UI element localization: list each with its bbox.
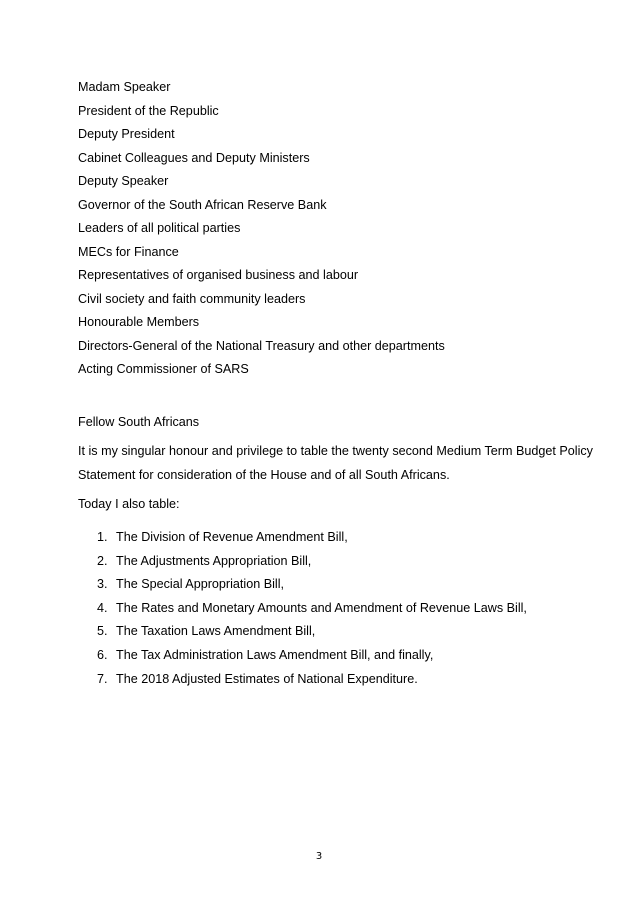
intro-paragraph: It is my singular honour and privilege to table the twenty second Medium Term Budget Policy Statement for consideration of the House and of all South Africans. [78,444,593,482]
speech-body [78,410,598,694]
list-item-number: 3. [97,577,108,592]
list-item-text: The Tax Administration Laws Amendment Bill, and finally, [116,647,434,662]
salutation-line: Madam Speaker [78,80,171,94]
list-item-text: The Special Appropriation Bill, [116,577,285,592]
bills-list [78,529,598,694]
salutation-line: Honourable Members [78,315,200,329]
list-item-number: 6. [97,647,108,662]
list-item-number: 7. [97,671,108,686]
list-item-number: 2. [97,553,108,568]
salutations-list [78,79,598,385]
salutation-line: Representatives of organised business and labour [78,268,359,282]
salutation-line: MECs for Finance [78,244,179,259]
salutation-line: Civil society and faith community leaders [78,291,306,306]
list-item-number: 4. [97,600,108,615]
page-number: 3 [315,851,323,862]
table-intro-paragraph: Today I also table: [78,497,180,511]
list-item-number: 1. [97,530,108,544]
list-item [78,529,598,553]
salutation-line: Deputy President [78,127,175,141]
salutation-line: President of the Republic [78,103,219,118]
greeting-paragraph: Fellow South Africans [78,415,200,429]
list-item [78,600,598,624]
list-item [78,576,598,600]
list-item-number: 5. [97,624,108,639]
list-item-text: The Taxation Laws Amendment Bill, [116,624,316,639]
salutation-line: Cabinet Colleagues and Deputy Ministers [78,150,310,165]
salutation-line: Leaders of all political parties [78,221,241,235]
salutation-line: Acting Commissioner of SARS [78,362,249,376]
salutation-line: Directors-General of the National Treasury and other departments [78,338,445,353]
list-item-text: The 2018 Adjusted Estimates of National Expenditure. [116,671,418,686]
list-item [78,623,598,647]
list-item [78,671,598,695]
list-item [78,553,598,577]
salutation-line: Deputy Speaker [78,174,169,188]
salutation-line: Governor of the South African Reserve Bank [78,197,327,212]
list-item-text: The Adjustments Appropriation Bill, [116,553,312,568]
list-item [78,647,598,671]
list-item-text: The Rates and Monetary Amounts and Amendment of Revenue Laws Bill, [116,600,527,615]
list-item-text: The Division of Revenue Amendment Bill, [116,530,348,544]
